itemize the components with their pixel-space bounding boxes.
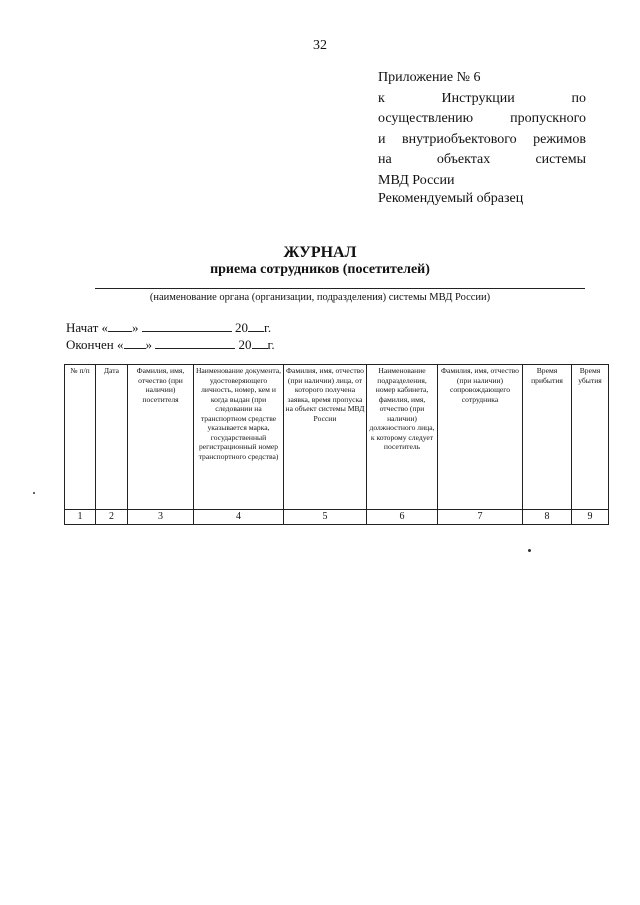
month-blank xyxy=(142,320,232,332)
column-number: 3 xyxy=(128,510,194,525)
appendix-title: Приложение № 6 xyxy=(378,70,481,85)
appendix-line-3 xyxy=(378,109,586,130)
column-number: 1 xyxy=(65,510,96,525)
year-prefix: 20 xyxy=(238,337,252,352)
appendix-line-6: МВД России xyxy=(378,172,455,188)
started-date-line xyxy=(66,320,271,336)
appendix-word: объектах xyxy=(436,152,491,167)
appendix-word: пропускного xyxy=(510,111,586,126)
table-number-row xyxy=(65,510,609,525)
header-cell: Наименование документа, удостоверяющего личность, номер, кем и когда выдан (при следовании на транспортном средстве указывается марка, государственный регистрационный номер транспортного средства) xyxy=(194,365,284,510)
appendix-block xyxy=(378,68,586,191)
ended-label: Окончен « xyxy=(66,337,124,352)
started-label: Начат « xyxy=(66,320,109,335)
scan-speck xyxy=(33,492,35,494)
year-prefix: 20 xyxy=(235,320,249,335)
appendix-line-2 xyxy=(378,89,586,110)
column-number: 7 xyxy=(438,510,523,525)
appendix-word: к xyxy=(378,90,385,106)
column-number: 6 xyxy=(367,510,438,525)
header-cell: Время прибытия xyxy=(523,365,572,510)
header-cell: Наименование подразделения, номер кабинета, фамилия, имя, отчество (при наличии) должностного лица, к которому следует посетитель xyxy=(367,365,438,510)
appendix-word: по xyxy=(571,90,586,106)
column-number: 4 xyxy=(194,510,284,525)
ended-date-line xyxy=(66,337,275,353)
journal-table xyxy=(64,364,609,525)
year-suffix: г. xyxy=(267,337,275,352)
year-blank xyxy=(252,337,268,349)
header-cell: Фамилия, имя, отчество (при наличии) сопровождающего сотрудника xyxy=(438,365,523,510)
month-blank xyxy=(155,337,235,349)
quote-close: » xyxy=(145,337,153,352)
column-number: 9 xyxy=(572,510,609,525)
appendix-line-4 xyxy=(378,130,586,151)
appendix-word: и xyxy=(378,131,386,147)
quote-close: » xyxy=(132,320,139,335)
column-number: 8 xyxy=(523,510,572,525)
header-cell: Фамилия, имя, отчество (при наличии) лица, от которого получена заявка, время пропуска на объект системы МВД России xyxy=(284,365,367,510)
page-number: 32 xyxy=(313,38,327,53)
column-number: 2 xyxy=(96,510,128,525)
day-blank xyxy=(108,320,132,332)
appendix-word: на xyxy=(378,152,392,167)
appendix-word: внутриобъектового xyxy=(402,131,517,147)
journal-title: ЖУРНАЛ xyxy=(283,244,357,261)
year-suffix: г. xyxy=(264,320,272,335)
org-name-line xyxy=(95,288,585,289)
table-header-row xyxy=(65,365,609,510)
appendix-word: Инструкции xyxy=(441,90,515,106)
year-blank xyxy=(248,320,264,332)
appendix-word: системы xyxy=(535,152,586,167)
scan-speck xyxy=(528,549,531,552)
appendix-word: режимов xyxy=(533,131,586,147)
journal-subtitle: приема сотрудников (посетителей) xyxy=(210,262,430,277)
header-cell: Время убытия xyxy=(572,365,609,510)
header-cell: Дата xyxy=(96,365,128,510)
sample-label: Рекомендуемый образец xyxy=(378,191,524,206)
appendix-word: осуществлению xyxy=(378,111,474,126)
column-number: 5 xyxy=(284,510,367,525)
org-caption: (наименование органа (организации, подразделения) системы МВД России) xyxy=(149,292,491,303)
appendix-line-5 xyxy=(378,150,586,171)
header-cell: Фамилия, имя, отчество (при наличии) посетителя xyxy=(128,365,194,510)
header-cell: № п/п xyxy=(65,365,96,510)
day-blank xyxy=(124,337,146,349)
